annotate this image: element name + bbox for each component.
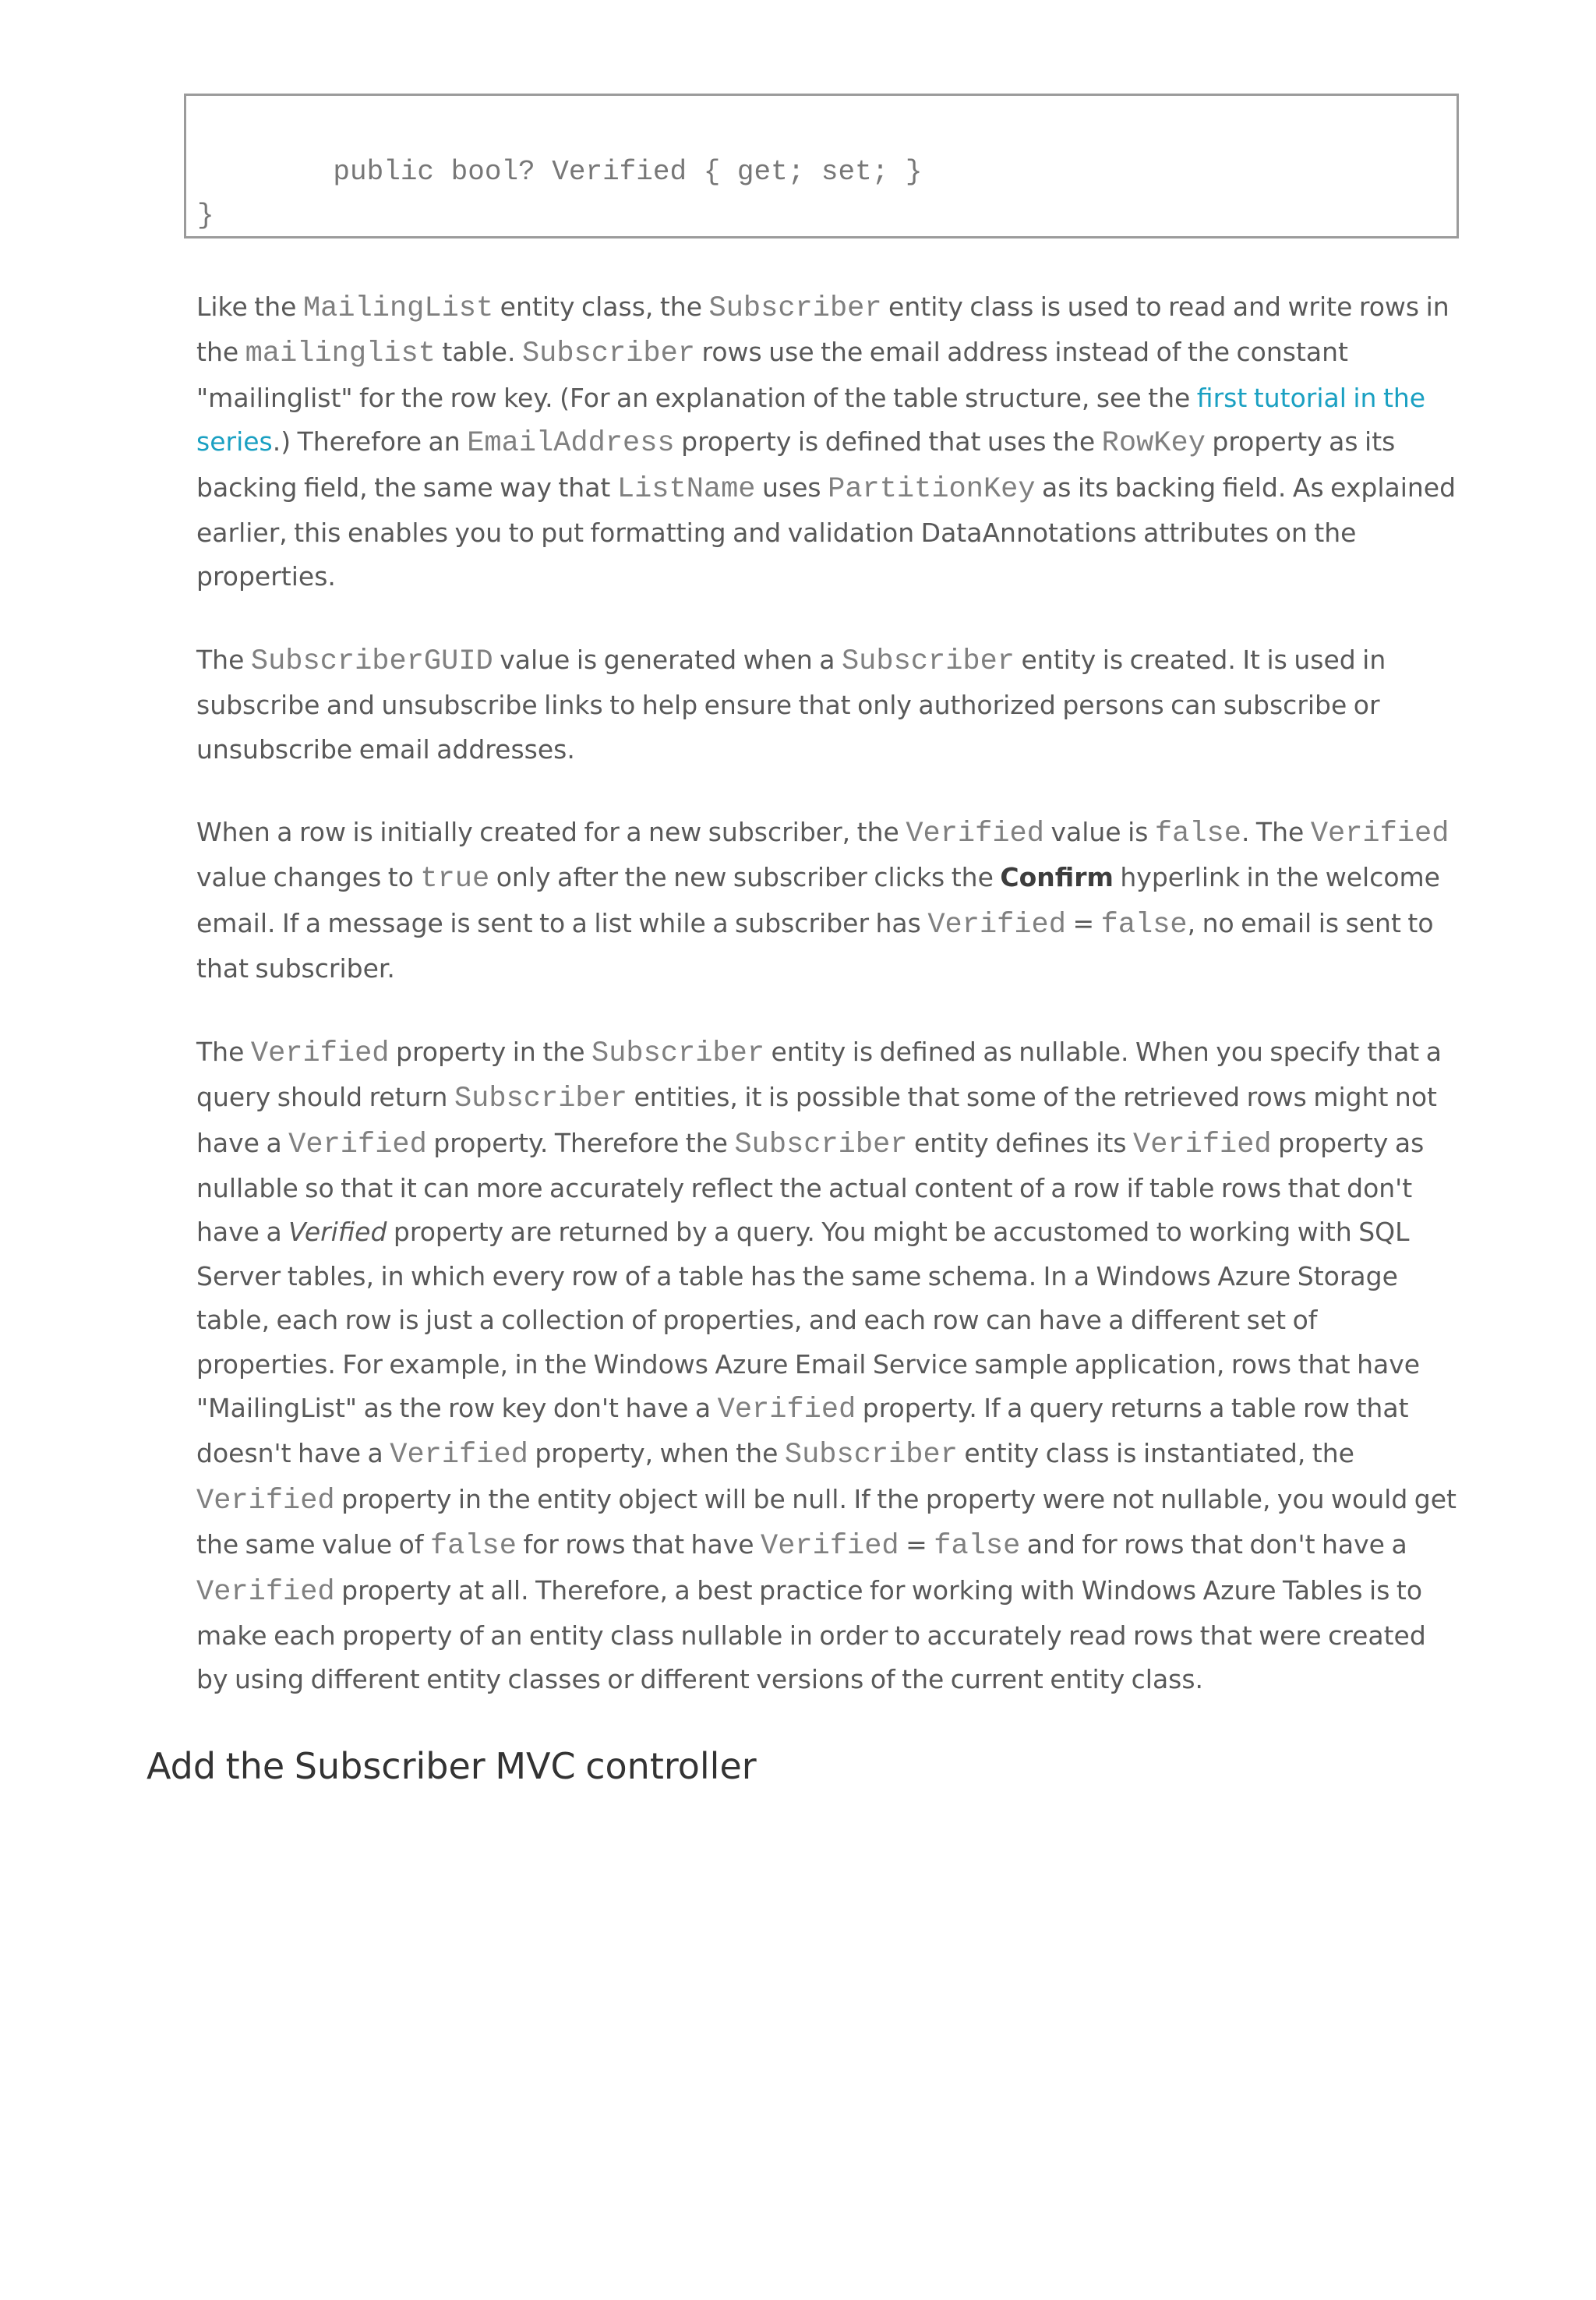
text-run: entity class is used to read and write rows in the [196,291,1449,368]
text-run: = [1065,907,1101,938]
inline-code: false [1154,818,1241,851]
text-run: entity class, the [493,291,709,322]
bold-text: Confirm [1000,862,1114,893]
inline-code: SubscriberGUID [250,645,493,678]
paragraph-nullable-property [196,1030,1459,1702]
inline-code: Verified [196,1575,335,1609]
text-run: The [196,1036,251,1067]
text-run: property is defined that uses the [674,426,1102,458]
text-run: .) Therefore an [272,426,468,458]
text-run: entity defines its [907,1127,1133,1158]
text-run: table. [435,337,522,368]
inline-code: Subscriber [591,1037,765,1070]
text-run: only after the new subscriber clicks the [489,862,1001,893]
inline-code: Verified [196,1484,335,1517]
text-run: entity is created. It is used in subscribe and unsubscribe links to help ensure that only authorized persons can subscribe or unsubscribe email addresses. [196,644,1386,765]
section-heading: Add the Subscriber MVC controller [147,1745,757,1787]
text-run: Like the [196,291,303,322]
inline-code: Verified [1133,1128,1272,1161]
text-run: as its backing field. As explained earlier, this enables you to put formatting and validation DataAnnotations attributes on the properties. [196,472,1457,592]
text-run: The [196,644,251,675]
text-run: and for rows that don't have a [1020,1529,1407,1560]
italic-text: Verified [288,1217,387,1248]
text-run: property. Therefore the [426,1127,735,1158]
inline-code: EmailAddress [467,427,675,461]
text-run: property as nullable so that it can more accurately reflect the actual content of a row if table rows that don't have a [196,1127,1425,1248]
inline-code: Verified [717,1393,856,1426]
paragraph-subscriber-guid [196,638,1459,772]
inline-code: Verified [390,1439,528,1472]
code-line: public bool? Verified { get; set; } [266,156,923,188]
inline-code: Subscriber [708,292,882,325]
paragraph-verified-value [196,811,1459,991]
text-run: rows use the email address instead of the constant "mailinglist" for the row key. (For an explanation of the table structure, see the [196,337,1348,413]
inline-code: Verified [1310,818,1449,851]
text-run: uses [755,472,828,503]
article-body [196,285,1459,1741]
inline-code: false [934,1530,1021,1563]
text-run: property are returned by a query. You might be accustomed to working with SQL Server tables, in which every row of a table has the same schema. In a Windows Azure Storage table, each row is just a collection of properties, and each row can have a different set of properties. For example, in the Windows Azure Email Service sample application, rows that have "MailingList" as the row key don't have a [196,1217,1421,1423]
paragraph-entity-class [196,285,1459,599]
inline-code: Subscriber [454,1083,628,1116]
text-run: value changes to [196,862,421,893]
text-run: entity class is instantiated, the [957,1438,1354,1469]
text-run: , no email is sent to that subscriber. [196,907,1434,984]
text-run: value is [1043,817,1155,848]
text-run: entity is defined as nullable. When you specify that a query should return [196,1036,1442,1113]
text-run: property. If a query returns a table row that doesn't have a [196,1392,1409,1469]
text-run: property in the [389,1036,591,1067]
inline-code: Subscriber [784,1439,958,1472]
text-run: property at all. Therefore, a best practice for working with Windows Azure Tables is to make each property of an entity class nullable in order to accurately read rows that were created by using different entity classes or different versions of the current entity class. [196,1574,1426,1695]
text-run: value is generated when a [493,644,842,675]
inline-code: Verified [906,818,1044,851]
inline-code: Subscriber [841,645,1015,678]
inline-code: Subscriber [734,1128,908,1161]
text-run: . The [1241,817,1311,848]
inline-code: true [420,863,490,896]
inline-code: Verified [250,1037,390,1070]
tutorial-link[interactable]: first tutorial in the series [196,382,1426,458]
inline-code: Verified [288,1128,427,1161]
inline-code: RowKey [1101,427,1206,461]
inline-code: MailingList [302,292,494,325]
inline-code: Subscriber [521,337,696,371]
text-run: property in the entity object will be null. If the property were not nullable, you would get the same value of [196,1483,1457,1560]
text-run: entities, it is possible that some of the retrieved rows might not have a [196,1082,1437,1158]
inline-code: Verified [927,908,1066,942]
inline-code: PartitionKey [828,472,1036,506]
text-run: When a row is initially created for a new subscriber, the [196,817,906,848]
text-run: property as its backing field, the same way that [196,426,1396,503]
inline-code: Verified [761,1530,899,1563]
text-run: for rows that have [516,1529,761,1560]
code-line: } [197,200,214,231]
text-run: hyperlink in the welcome email. If a message is sent to a list while a subscriber has [196,862,1440,938]
inline-code: mailinglist [245,337,436,371]
inline-code: false [429,1530,517,1563]
code-block [184,94,1459,238]
text-run: property, when the [528,1438,785,1469]
inline-code: false [1100,908,1188,942]
text-run: = [899,1529,934,1560]
inline-code: ListName [616,472,756,506]
